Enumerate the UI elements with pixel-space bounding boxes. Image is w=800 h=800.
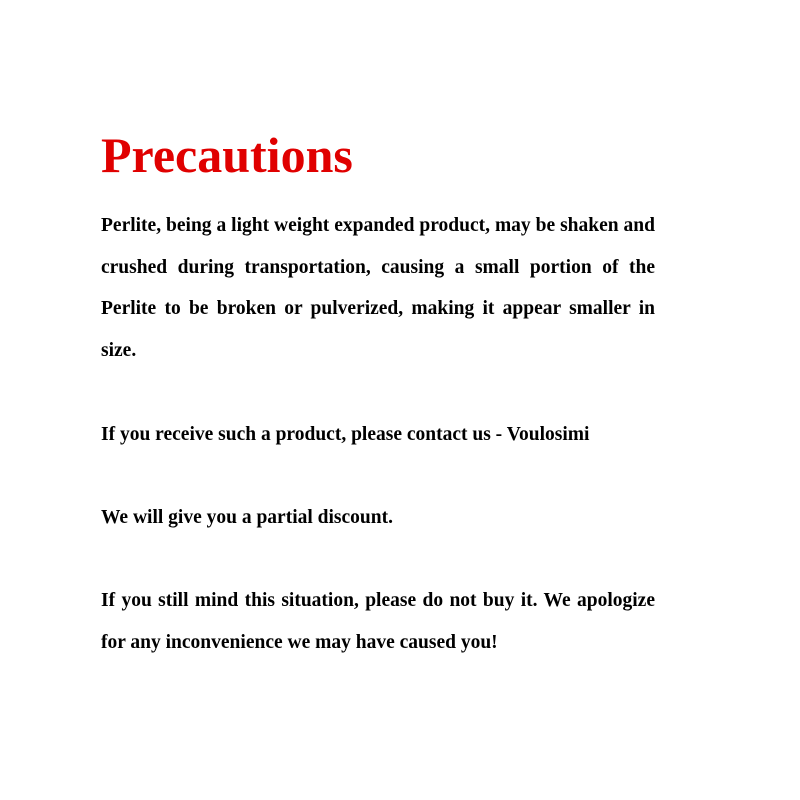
notice-content	[101, 126, 655, 664]
paragraph-discount: We will give you a partial discount.	[101, 506, 393, 528]
paragraph-contact: If you receive such a product, please contact us - Voulosimi	[101, 423, 590, 445]
paragraph-apology: If you still mind this situation, please do not buy it. We apologize for any inconvenience we may have caused you!	[101, 590, 655, 653]
page-title: Precautions	[101, 127, 353, 183]
paragraph-transport-damage: Perlite, being a light weight expanded product, may be shaken and crushed during transportation, causing a small portion of the Perlite to be broken or pulverized, making it appear smaller in size.	[101, 215, 655, 362]
